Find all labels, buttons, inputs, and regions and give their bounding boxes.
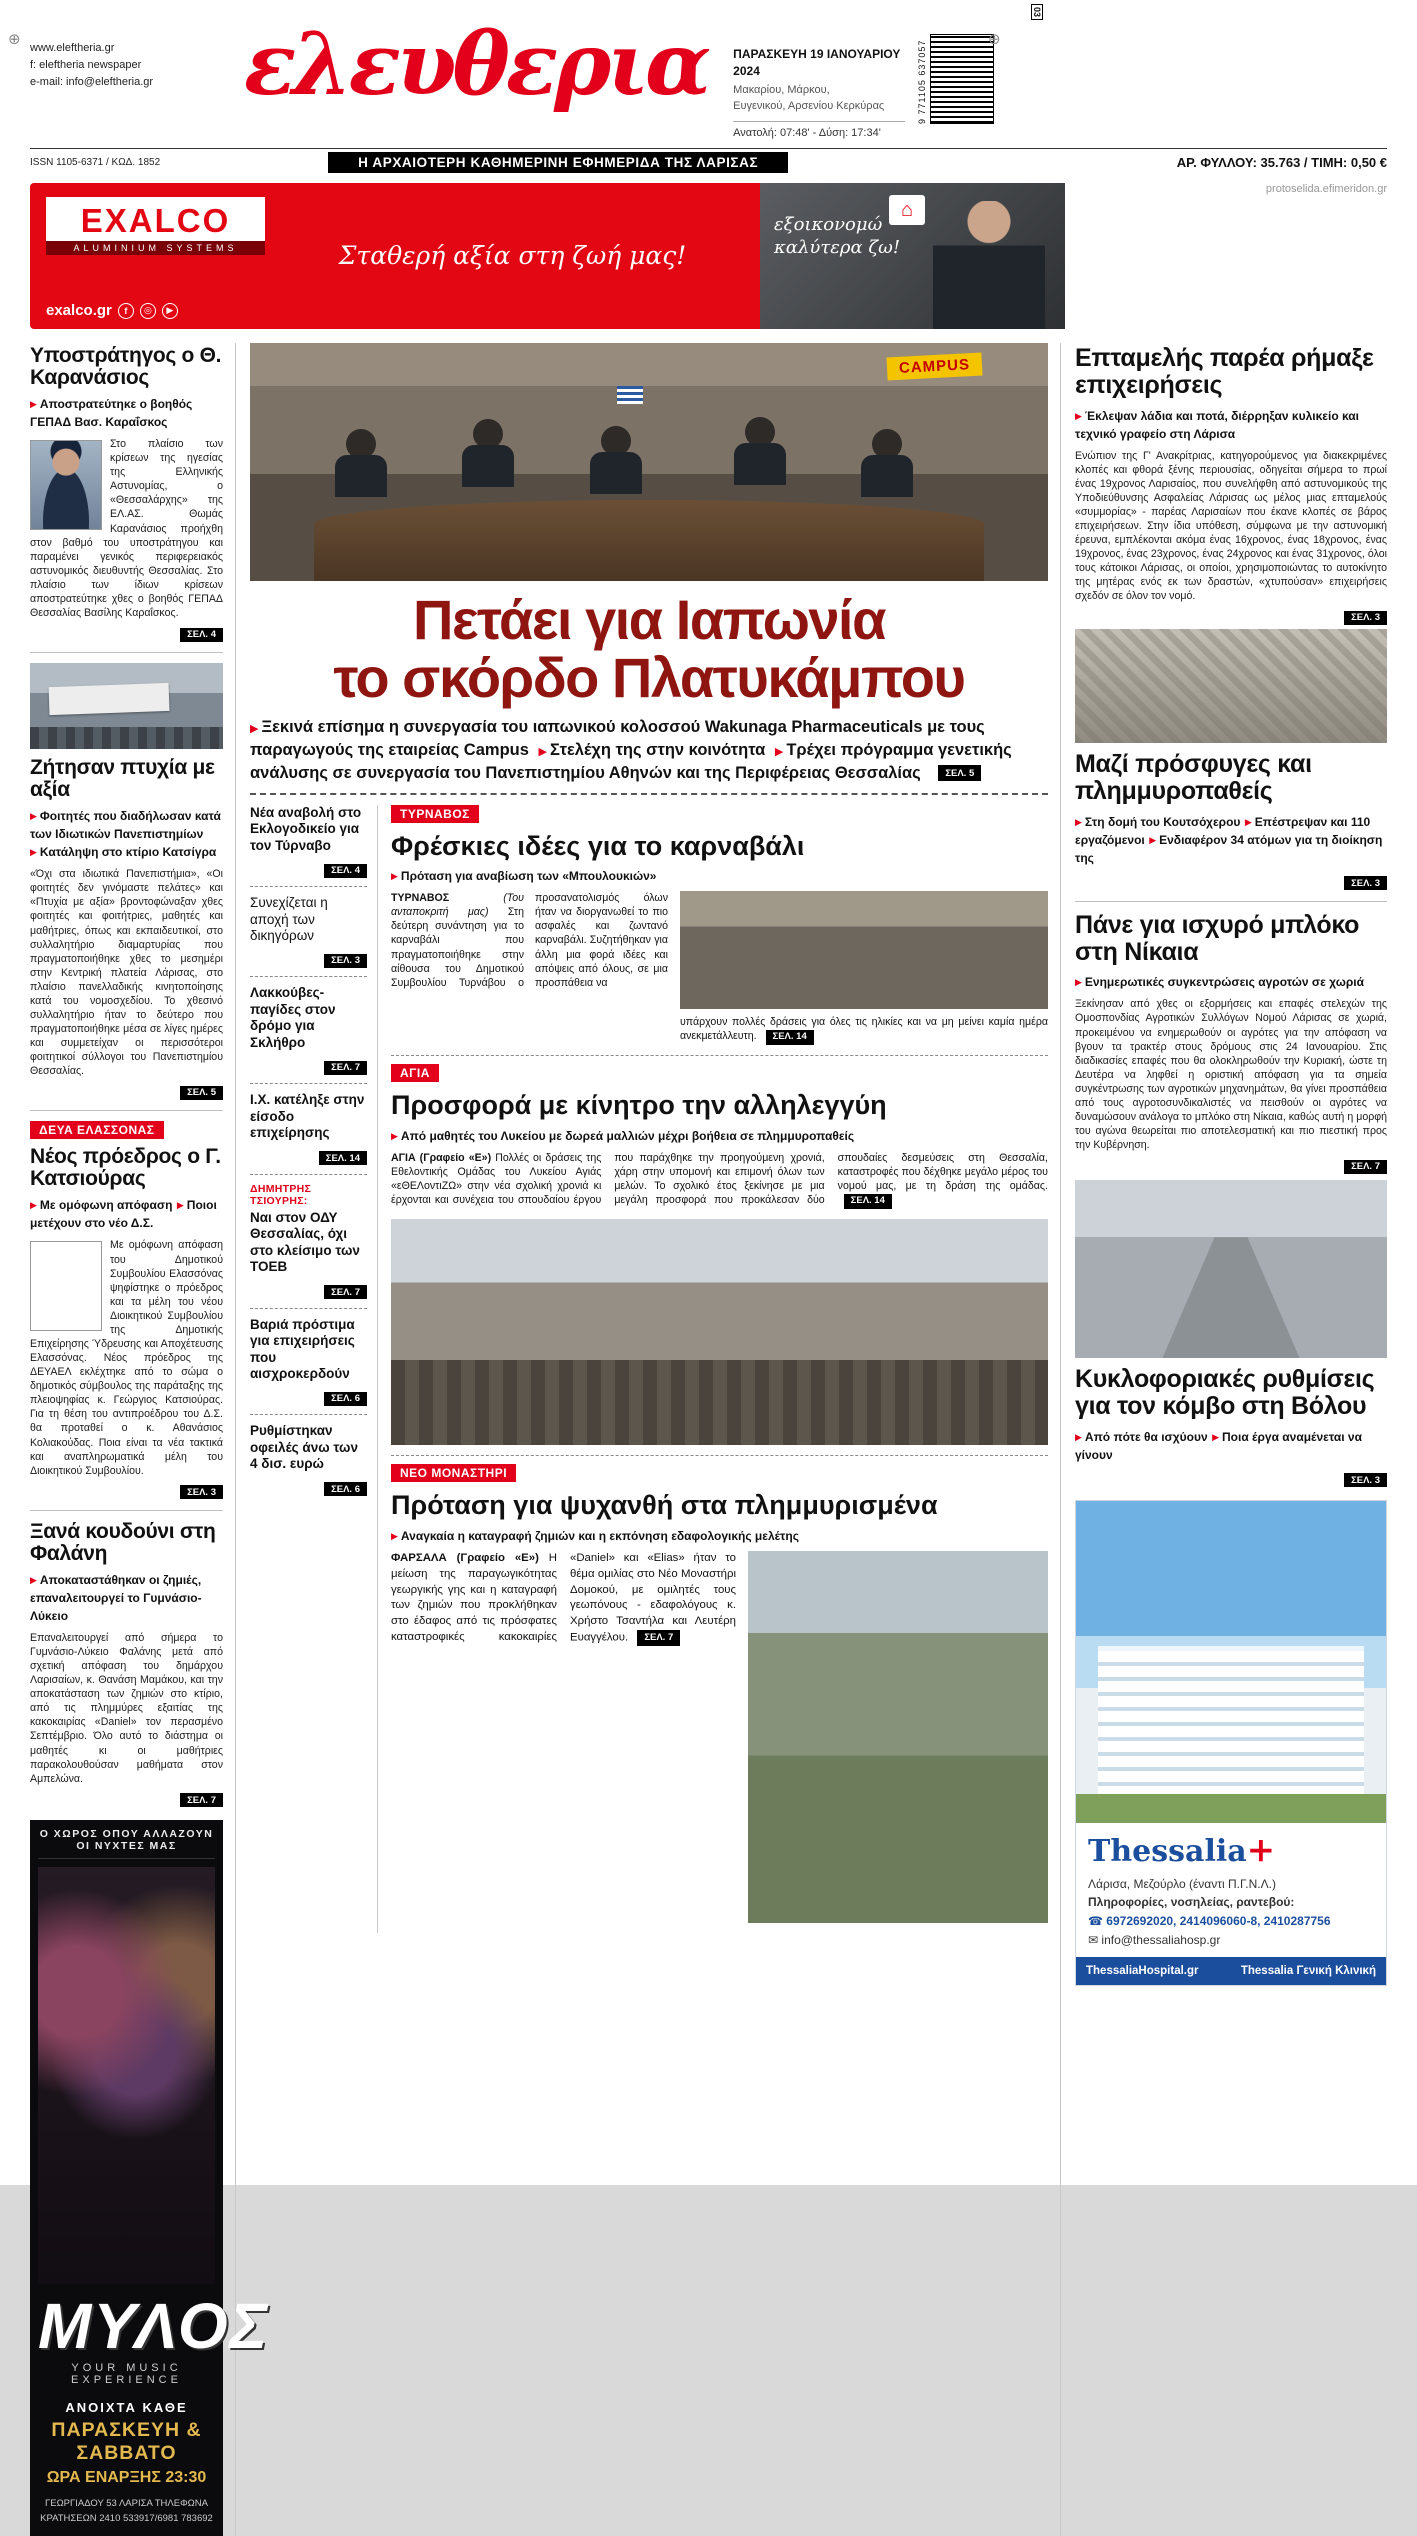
article-falani	[30, 1521, 223, 1808]
page-ref: ΣΕΛ. 7	[324, 1285, 367, 1299]
article-title: Πάνε για ισχυρό μπλόκο στη Νίκαια	[1075, 910, 1360, 966]
article-kicker: ▶ Από μαθητές του Λυκείου με δωρεά μαλλιών μέχρι βοήθεια σε πλημμυροπαθείς	[391, 1129, 854, 1143]
photo-figure	[745, 417, 775, 447]
brief-item	[250, 1423, 367, 1496]
article-burglary-gang	[1075, 345, 1387, 625]
article-karanasios	[30, 345, 223, 642]
road	[1162, 1237, 1299, 1358]
page-ref: ΣΕΛ. 5	[180, 1086, 223, 1100]
youtube-icon: ▶	[162, 303, 178, 319]
hospital-building	[1098, 1646, 1365, 1794]
brief-item	[250, 895, 367, 968]
page-ref: ΣΕΛ. 14	[319, 1151, 367, 1165]
article-kicker: ▶ Φοιτητές που διαδήλωσαν κατά των Ιδιωτικών Πανεπιστημίων	[30, 809, 221, 841]
mylos-subtitle: YOUR MUSIC EXPERIENCE	[71, 2362, 182, 2387]
mylos-days: ΠΑΡΑΣΚΕΥΗ & ΣΑΒΒΑΤΟ	[51, 2419, 202, 2465]
article-kicker: ▶ Ποια έργα αναμένεται να γίνουν	[1075, 1430, 1362, 1462]
clinic-email: info@thessaliahosp.gr	[1101, 1932, 1221, 1947]
divider	[30, 652, 223, 653]
exalco-website: exalco.gr	[46, 302, 112, 319]
center-articles	[391, 805, 1048, 1933]
meeting-table	[314, 500, 984, 581]
clinic-address: Λάρισα, Μεζούρλο (έναντι Π.Γ.Ν.Λ.)	[1088, 1876, 1276, 1891]
mylos-logo: ΜΥΛΟΣ	[38, 2290, 270, 2363]
katsiouras-photo	[30, 1241, 102, 1331]
brief-title: Συνεχίζεται η αποχή των δικηγόρων	[250, 895, 328, 943]
greek-flag	[617, 386, 643, 404]
agia-school-photo	[391, 1219, 1048, 1445]
article-kicker: ▶ Πρόταση για αναβίωση των «Μπουλουκιών»	[391, 869, 656, 883]
right-column	[1075, 343, 1387, 2536]
page-ref: ΣΕΛ. 14	[766, 1030, 814, 1046]
article-body	[391, 891, 668, 1045]
article-students	[30, 757, 223, 1100]
page-ref: ΣΕΛ. 3	[1344, 611, 1387, 625]
brief-item	[250, 805, 367, 878]
page-ref: ΣΕΛ. 7	[637, 1630, 680, 1646]
newspaper-logo: ελευθερια	[244, 14, 708, 115]
article-tirnavos-carnival	[391, 805, 1048, 1046]
article-body	[391, 1551, 736, 1923]
thessalia-footer	[1076, 1957, 1386, 1985]
article-kicker: ▶ Έκλεψαν λάδια και ποτά, διέρρηξαν κυλικείο και τεχνικό γραφείο στη Λάρισα	[1075, 409, 1359, 441]
page-ref: ΣΕΛ. 3	[1344, 1473, 1387, 1487]
page-ref: ΣΕΛ. 7	[324, 1061, 367, 1075]
main-headline-line2: το σκόρδο Πλατυκάμπου	[333, 645, 965, 709]
body-text: υπάρχουν πολλές δράσεις για όλες τις ηλικίες και να μη μείνει καμία ημέρα ανεκμετάλλευτη.	[680, 1016, 1048, 1043]
article-kicker: ▶ Στη δομή του Κουτσόχερου	[1075, 815, 1240, 829]
brief-title: Νέα αναβολή στο Εκλογοδικείο για τον Τύρναβο	[250, 804, 362, 853]
deck-point: ▶ Ξεκινά επίσημα η συνεργασία του ιαπωνικού κολοσσού Wakunaga Pharmaceuticals με τους παραγωγούς της εταιρείας Campus	[250, 718, 985, 759]
page-ref: ΣΕΛ. 4	[324, 864, 367, 878]
masthead	[30, 14, 1387, 144]
brief-kicker: ΔΗΜΗΤΡΗΣ ΤΣΙΟΥΡΗΣ:	[250, 1182, 312, 1207]
article-neo-monastiri	[391, 1464, 1048, 1923]
exalco-photo-panel	[760, 183, 1065, 329]
main-story-photo	[250, 343, 1048, 581]
exalco-slogan: Σταθερή αξία στη ζωή μας!	[338, 241, 687, 271]
main-headline	[250, 588, 1048, 709]
tirnavos-meeting-photo	[680, 891, 1048, 1009]
article-farmers-blockade	[1075, 912, 1387, 1174]
page-ref: ΣΕΛ. 3	[324, 954, 367, 968]
clinic-phones: 6972692020, 2414096060-8, 2410287756	[1106, 1913, 1331, 1928]
volou-junction-photo	[1075, 1180, 1387, 1358]
article-kicker: ▶ Αποστρατεύτηκε ο βοηθός ΓΕΠΑΔ Βασ. Καραΐσκος	[30, 397, 192, 429]
barcode-number: 9 771105 637057	[917, 39, 928, 124]
article-kicker: ▶ Ενδιαφέρον 34 ατόμων για τη διοίκηση της	[1075, 833, 1382, 865]
main-headline-line1: Πετάει για Ιαπωνία	[413, 588, 885, 651]
article-kicker: ▶ Ποιοι μετέχουν στο νέο Δ.Σ.	[30, 1198, 217, 1230]
mylos-ad	[30, 1820, 270, 2536]
mylos-open-label: ΑΝΟΙΧΤΑ ΚΑΘΕ	[65, 2400, 188, 2416]
left-column	[30, 343, 270, 2536]
article-body: Στο πλαίσιο των κρίσεων της ηγεσίας της Ελληνικής Αστυνομίας, ο «Θεσσαλάρχης» της ΕΛ.ΑΣ. Θωμάς Καρανάσιος προήχθη στον βαθμό του υποστράτηγου και παραμένει γενικός περιφερειακός αστυνομικός διευθυντής Θεσσαλίας. Στο πλαίσιο των ίδιων κρίσεων αποστρατεύτηκε χθες ο βοηθός ΓΕΠΑΔ Θεσσαλίας Βασίλης Καραΐσκος.	[30, 438, 223, 620]
saints-line: Μακαρίου, Μάρκου,	[733, 83, 830, 96]
front-page-content	[30, 343, 1387, 2536]
article-title: Μαζί πρόσφυγες και πλημμυροπαθείς	[1075, 750, 1312, 806]
article-body: Ενώπιον της Γ' Ανακρίτριας, κατηγορούμενος για διακεκριμένες κλοπές και φθορά ξένης περιουσίας, οδηγείται σήμερα το πρωί ένας 19χρονος Λαρισαίος, που συνελήφθη από αστυνομικούς της Υποδιεύθυνσης Ασφαλείας Λάρισας ως μέλος μιας επταμελούς «συμμορίας» - παρέας Λαρισαίων που έκανε κλοπές σε βάρος επιχειρήσεων. Στην ίδια υπόθεση, σύμφωνα με την αστυνομική έρευνα, εμπλέκονται ακόμα ένας 16χρονος, ένας 18χρονος, ένας 19χρονος, ένας 23χρονος, ένας 24χρονος και ένας 31χρονος, όλοι τους κάτοικοι Λάρισας, οι οποίοι, χρησιμοποιώντας το αυτοκίνητο της μητέρας ενός εκ των δραστών, «χτυπούσαν» επιχειρήσεις σχεδόν σε όλον τον νομό.	[1075, 449, 1387, 603]
page-ref: ΣΕΛ. 7	[180, 1793, 223, 1807]
officer-photo	[30, 440, 102, 530]
thessalia-logo	[1088, 1829, 1374, 1870]
article-kicker: ▶ Κατάληψη στο κτίριο Κατσίγρα	[30, 845, 216, 859]
clinic-info-label: Πληροφορίες, νοσηλείας, ραντεβού:	[1088, 1895, 1295, 1910]
barcode-stripes	[930, 34, 994, 124]
protest-crowd	[30, 727, 223, 749]
email-line: e-mail: info@eleftheria.gr	[30, 76, 154, 89]
article-kicker: ▶ Αποκαταστάθηκαν οι ζημιές, επαναλειτουργεί το Γυμνάσιο-Λύκειο	[30, 1573, 202, 1623]
article-title: Νέος πρόεδρος ο Γ. Κατσιούρας	[30, 1145, 221, 1191]
brief-title: Λακκούβες-παγίδες στον δρόμο για Σκλήθρο	[250, 985, 336, 1050]
tagline-bar	[30, 148, 1387, 173]
article-body: Με ομόφωνη απόφαση του Δημοτικού Συμβουλίου Ελασσόνας ψηφίστηκε ο πρόεδρος και τα μέλη του νέου Διοικητικού Συμβουλίου της Δημοτικής Επιχείρησης Ύδρευσης και Αποχέτευσης Ελασσόνας. Νέος πρόεδρος της ΔΕΥΑΕΛ εκλέχτηκε από το σώμα ο δημοτικός σύμβουλος της παράταξης της πλειοψηφίας κ. Γεώργιος Κατσιούρας. Για τη θέση του αντιπροέδρου του Δ.Σ. θα προταθεί ο κ. Αθανάσιος Κολιακούδας. Ποια είναι τα νέα τακτικά και αναπληρωματικά μέλη του Διοικητικού Συμβουλίου.	[30, 1239, 223, 1477]
article-kicker: ▶ Με ομόφωνη απόφαση	[30, 1198, 172, 1212]
edition-code: 03	[1031, 4, 1043, 20]
campus-sign: CAMPUS	[886, 353, 982, 381]
brief-title: Ρυθμίστηκαν οφειλές άνω των 4 δισ. ευρώ	[250, 1423, 358, 1472]
issue-date: ΠΑΡΑΣΚΕΥΗ 19 ΙΑΝΟΥΑΡΙΟΥ 2024	[733, 47, 901, 79]
article-body: Ξεκίνησαν από χθες οι εξορμήσεις και επαφές στελεχών της Ομοσπονδίας Αγροτικών Συλλόγων Νομού Λάρισας σε χωριά, προκειμένου να ενημερωθούν οι αγρότες για την απόφαση να βγουν τα τρακτέρ στους δρόμους στις 24 Ιανουαρίου. Στις διαδικασίες επαφές που θα ολοκληρωθούν την Κυριακή, ώστε τη Δευτέρα να ληφθεί η οριστική απόφαση για τα σημεία συγκέντρωσης των αγροτικών μηχανημάτων, θα γίνει προσπάθεια από τους αγροτοσυνδικαλιστές να πεισθούν οι αγρότες να δυναμώσουν ανάλογα το μπλόκο στη Νίκαια, καθώς αυτή η μορφή του αγώνα θεωρείται πιο αποτελεσματική και πιο πιεστική προς την Κυβέρνηση.	[1075, 998, 1387, 1152]
photo-audience	[391, 1360, 1048, 1446]
registration-mark: ⊕	[8, 31, 21, 48]
body-text: Πολλές οι δράσεις της Εθελοντικής Ομάδας του Λυκείου Αγιάς «εΘΕΛοντιΖΩ» στην νέα σχολική χρονιά κι έρχονται και συνέχεια του σπουδαίου έργου που παράχθηκε την προηγούμενη χρονιά, χάρη στην υπομονή και επιμονή όλων των μελών. Το σχολικό έτος ξεκίνησε με μια μεγάλη προσφορά που προκάλεσαν δύο σπουδαίες δεσμεύσεις στη Θεσσαλία, καταστροφές που δέχθηκε μεγάλο μέρος του νομού μας, με τη δράση της ομάδας.	[391, 1152, 1048, 1207]
article-kicker: ▶ Αναγκαία η καταγραφή ζημιών και η εκπόνηση εδαφολογικής μελέτης	[391, 1529, 799, 1543]
mylos-start-time: ΩΡΑ ΕΝΑΡΞΗΣ 23:30	[46, 2469, 207, 2487]
hospital-photo	[1076, 1501, 1386, 1823]
photo-figure	[601, 426, 631, 456]
brief-title: Ναι στον ΟΔΥ Θεσσαλίας, όχι στο κλείσιμο των ΤΟΕΒ	[250, 1209, 360, 1275]
article-refugees-flood-victims	[1075, 751, 1387, 891]
section-label: ΝΕΟ ΜΟΝΑΣΤΗΡΙ	[391, 1464, 516, 1482]
exalco-man-photo	[933, 201, 1045, 329]
barcode	[917, 24, 994, 124]
saints-line: Ευγενικού, Αρσενίου Κερκύρας	[733, 99, 885, 112]
photo-figure	[346, 429, 376, 459]
divider	[250, 1083, 367, 1084]
brief-item	[250, 1183, 367, 1300]
divider	[250, 1308, 367, 1309]
divider	[250, 1174, 367, 1175]
article-title: Επταμελής παρέα ρήμαξε επιχειρήσεις	[1075, 344, 1374, 399]
divider	[250, 1414, 367, 1415]
facebook-icon: f	[118, 303, 134, 319]
newspaper-tagline: Η ΑΡΧΑΙΟΤΕΡΗ ΚΑΘΗΜΕΡΙΝΗ ΕΦΗΜΕΡΙΔΑ ΤΗΣ ΛΑΡΙΣΑΣ	[328, 152, 788, 173]
body-text: Η μείωση της παραγωγικότητας γεωργικής γης και η καταγραφή των ζημιών που προκλήθηκαν στο έδαφος από τις πρόσφατες καταστροφικές κακοκαιρίες «Daniel» και «Elias» ήταν το θέμα ομιλίας στο Νέο Μοναστήρι Δομοκού, με ομιλητές τους γεωπόνους - εδαφολόγους κ. Χρήστο Τσαντήλα και Λευτέρη Ευαγγέλου.	[391, 1552, 736, 1644]
facebook-line: f: eleftheria newspaper	[30, 59, 142, 72]
thessalia-clinic-ad	[1075, 1500, 1387, 1986]
article-kicker: ▶ Επέστρεψαν και 110 εργαζόμενοι	[1075, 815, 1370, 847]
thessalia-brand: Thessalia	[1088, 1833, 1247, 1869]
divider	[250, 886, 367, 887]
article-deya-elassonas	[30, 1121, 223, 1499]
article-title: Ξανά κουδούνι στη Φαλάνη	[30, 1519, 216, 1565]
photo-figure	[473, 419, 503, 449]
koutsochero-camp-photo	[1075, 629, 1387, 743]
article-body: Επαναλειτουργεί από σήμερα το Γυμνάσιο-Λύκειο Φαλάνης μετά από σχετική απόφαση του δημάρχου Λαρισαίων, κ. Θανάση Μαμάκου, και την αποκατάσταση των ζημιών στο κτίριο, από τις πλημμύρες εξαιτίας της κακοκαιρίας «Daniel» τον περασμένο Σεπτέμβριο. Όλο αυτό το διάστημα οι μαθητές κι οι μαθήτριες παρακολουθούσαν μαθήματα στον Αμπελώνα.	[30, 1631, 223, 1785]
protest-banner	[49, 683, 170, 715]
section-label: ΑΓΙΑ	[391, 1064, 439, 1082]
article-title: Υποστράτηγος ο Θ. Καρανάσιος	[30, 344, 222, 390]
exalco-logo-block	[30, 183, 265, 329]
deck-point: ▶ Στελέχη της στην κοινότητα	[539, 741, 766, 759]
brief-title: Ι.Χ. κατέληξε στην είσοδο επιχείρησης	[250, 1092, 365, 1141]
brief-item	[250, 1317, 367, 1407]
article-title: Πρόταση για ψυχανθή στα πλημμυρισμένα	[391, 1490, 938, 1521]
center-column	[250, 343, 1061, 2536]
dateline: ΑΓΙΑ (Γραφείο «Ε»)	[391, 1152, 492, 1165]
article-title: Προσφορά με κίνητρο την αλληλεγγύη	[391, 1090, 887, 1121]
issue-number-price: ΑΡ. ΦΥΛΛΟΥ: 35.763 / ΤΙΜΗ: 0,50 €	[1176, 155, 1387, 170]
divider	[30, 1510, 223, 1511]
brief-title: Βαριά πρόστιμα για επιχειρήσεις που αισχροκερδούν	[250, 1316, 355, 1382]
exalco-subtitle: ALUMINIUM SYSTEMS	[46, 241, 265, 255]
section-label: ΤΥΡΝΑΒΟΣ	[391, 805, 479, 823]
brief-item	[250, 985, 367, 1075]
deck-point: ▶ Τρέχει πρόγραμμα γενετικής ανάλυσης σε συνεργασία του Πανεπιστημίου Αθηνών και της Περιφέρειας Θεσσαλίας	[250, 741, 1012, 782]
body-text: Στη δεύτερη συνάντηση για το καρναβάλι που πραγματοποιήθηκε στην αίθουσα του Δημοτικού Συμβουλίου Τυρνάβου ο προσανατολισμός όλων ήταν να διοργανωθεί το πιο ασφαλές και ζωντανό καρναβάλι. Συζητήθηκαν για άλλη μια φορά ιδέες και απόψεις από όλους, σε μια προσπάθεια να	[391, 892, 668, 989]
plus-cross-icon: +	[1246, 1829, 1276, 1870]
page-ref: ΣΕΛ. 3	[180, 1485, 223, 1499]
divider	[250, 976, 367, 977]
page-ref: ΣΕΛ. 4	[180, 628, 223, 642]
page-ref: ΣΕΛ. 6	[324, 1482, 367, 1496]
page-ref: ΣΕΛ. 7	[1344, 1160, 1387, 1174]
dateline: ΤΥΡΝΑΒΟΣ	[391, 892, 450, 905]
mylos-slogan: Ο ΧΩΡΟΣ ΟΠΟΥ ΑΛΛΑΖΟΥΝ ΟΙ ΝΥΧΤΕΣ ΜΑΣ	[38, 1828, 215, 1859]
grass	[1076, 1794, 1386, 1823]
page-ref: ΣΕΛ. 3	[1344, 876, 1387, 890]
article-body: «Όχι στα ιδιωτικά Πανεπιστήμια», «Οι φοιτητές δεν γινόμαστε πελάτες» και «Πτυχία με αξία» βροντοφώναξαν χθες φοιτητές και φοιτήτριες, μαθητές και μαθήτριες, όπως και εκπαιδευτικοί, στο συλλαλητήριο διαμαρτυρίας που πραγματοποιήθηκε χθες το μεσημέρι στην Κεντρική πλατεία Λάρισας, στο πλαίσιο πανελλαδικής κινητοποίησης κατά του νομοσχεδίου. Το χθεσινό συλλαλητήριο ήταν το δεύτερο που πραγματοποιήθηκε μέσα σε λίγες ημέρες και συμμετείχαν οι περισσότεροι φοιτητικοί σύλλογοι του Πανεπιστημίου Θεσσαλίας.	[30, 868, 223, 1078]
section-label: ΔΕΥΑ ΕΛΑΣΣΟΝΑΣ	[30, 1121, 164, 1139]
divider	[391, 1055, 1048, 1056]
article-kicker: ▶ Ενημερωτικές συγκεντρώσεις αγροτών σε χωριά	[1075, 975, 1364, 989]
website-url: www.eleftheria.gr	[30, 42, 115, 54]
clinic-website: ThessaliaHospital.gr	[1086, 1965, 1199, 1978]
main-deck	[250, 716, 1048, 784]
byline: (Του ανταποκριτή μας)	[391, 892, 524, 919]
instagram-icon: ◎	[140, 303, 156, 319]
date-block	[733, 24, 905, 142]
phone-icon: ☎	[1088, 1913, 1103, 1928]
page-ref: ΣΕΛ. 6	[324, 1392, 367, 1406]
contact-block	[30, 24, 198, 91]
protest-photo	[30, 663, 223, 749]
exalco-logo: EXALCO	[46, 197, 265, 241]
flooded-fields-photo	[748, 1551, 1048, 1923]
protoselida-credit: protoselida.efimeridon.gr	[1265, 183, 1387, 195]
top-ad-row	[30, 183, 1387, 329]
house-icon: ⌂	[889, 195, 925, 225]
photo-figure	[872, 429, 902, 459]
article-agia-solidarity	[391, 1064, 1048, 1445]
divider	[250, 793, 1048, 795]
article-title: Φρέσκιες ιδέες για το καρναβάλι	[391, 830, 805, 861]
dateline: ΦΑΡΣΑΛΑ (Γραφείο «Ε»)	[391, 1552, 539, 1565]
divider	[30, 1110, 223, 1111]
issn: ISSN 1105-6371 / ΚΩΔ. 1852	[30, 157, 161, 168]
clinic-name: Thessalia Γενική Κλινική	[1240, 1965, 1376, 1978]
brief-item	[250, 1092, 367, 1165]
mylos-address-phones: ΓΕΩΡΓΙΑΔΟΥ 53 ΛΑΡΙΣΑ ΤΗΛΕΦΩΝΑ ΚΡΑΤΗΣΕΩΝ 2410 533917/6981 783692	[40, 2498, 213, 2524]
divider	[1075, 901, 1387, 902]
exalco-ad	[30, 183, 1065, 329]
page-ref: ΣΕΛ. 14	[844, 1194, 892, 1210]
page-ref: ΣΕΛ. 5	[938, 765, 981, 781]
sunrise-sunset: Ανατολή: 07:48' - Δύση: 17:34'	[733, 121, 905, 142]
article-traffic-regulations	[1075, 1366, 1387, 1488]
article-body	[391, 1151, 1048, 1209]
article-title: Ζήτησαν πτυχία με αξία	[30, 756, 215, 802]
mylos-photo	[38, 1867, 215, 2285]
article-kicker: ▶ Από πότε θα ισχύουν	[1075, 1430, 1208, 1444]
briefs-column	[250, 805, 378, 1933]
divider	[391, 1455, 1048, 1456]
registration-mark: ⊕	[988, 31, 1001, 48]
exalco-slogan-2: εξοικονομώ καλύτερα ζω!	[774, 214, 901, 259]
mail-icon: ✉	[1088, 1932, 1099, 1947]
article-title: Κυκλοφοριακές ρυθμίσεις για τον κόμβο στη Βόλου	[1075, 1365, 1375, 1420]
article-body-continuation	[680, 1015, 1048, 1045]
